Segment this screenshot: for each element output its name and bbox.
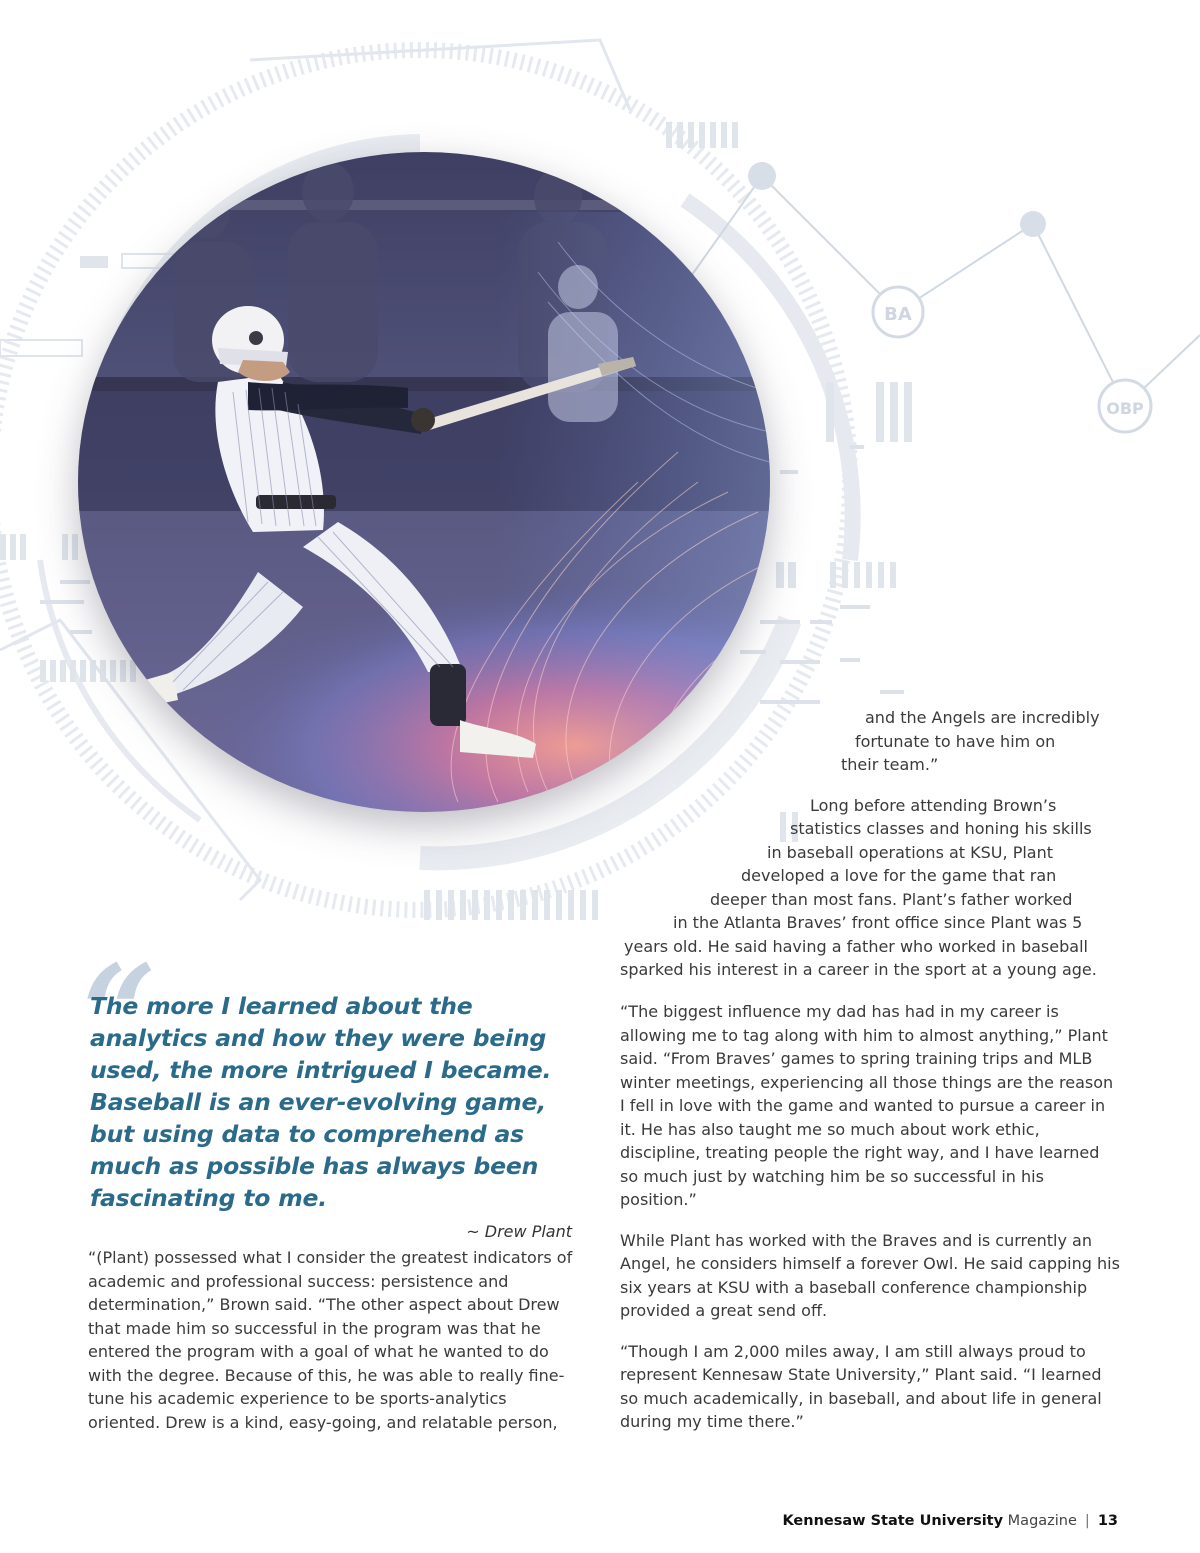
pull-quote-attribution: ~ Drew Plant	[466, 1222, 572, 1241]
wrap-line: years old. He said having a father who worked in baseball	[624, 936, 1088, 956]
wrap-line: Long before attending Brown’s	[810, 795, 1057, 815]
wrap-line: developed a love for the game that ran	[741, 866, 1057, 885]
wrap-line: fortunate to have him on	[855, 731, 1056, 751]
badge-obp: OBP	[1106, 399, 1144, 418]
badge-ba: BA	[884, 304, 912, 325]
right-paragraph: While Plant has worked with the Braves and is currently an Angel, he considers himself a forever Owl. He said capping his six years at KSU with a baseball conference championship provided a great send off.	[620, 1230, 1120, 1320]
footer-separator: |	[1084, 1513, 1090, 1529]
wrap-line: sparked his interest in a career in the sport at a young age.	[620, 960, 1097, 979]
wrap-line: deeper than most fans. Plant’s father worked	[710, 889, 1073, 909]
wrap-line	[600, 777, 1120, 794]
text-wrap-around-photo	[600, 706, 1120, 982]
wrap-line: and the Angels are incredibly	[865, 708, 1100, 727]
footer-university: Kennesaw State University	[782, 1513, 1004, 1529]
footer-magazine: Magazine	[1007, 1513, 1077, 1529]
page-number: 13	[1097, 1513, 1118, 1529]
pull-quote-text: The more I learned about the analytics and how they were being used, the more intrigued I became. Baseball is an ever-evolving game, but using data to comprehend as much as possible has always been fascinating to me.	[90, 992, 552, 1212]
wrap-line: in the Atlanta Braves’ front office since Plant was 5	[673, 913, 1083, 932]
quote-mark-icon: “	[82, 936, 157, 1089]
right-column	[620, 1000, 1120, 1451]
right-paragraph: “Though I am 2,000 miles away, I am still always proud to represent Kennesaw State University,” Plant said. “I learned so much academically, in baseball, and about life in general during my time there.”	[620, 1341, 1102, 1431]
wrap-line: their team.”	[841, 755, 939, 774]
page-footer	[782, 1513, 1118, 1529]
wrap-line: statistics classes and honing his skills	[790, 819, 1092, 838]
pull-quote	[82, 936, 580, 1241]
left-column-paragraph: “(Plant) possessed what I consider the greatest indicators of academic and professional success: persistence and determination,” Brown said. “The other aspect about Drew that made him so successful in the program was that he entered the program with a goal of what he wanted to do with the degree. Because of this, he was able to really fine-tune his academic experience to be sports-analytics oriented. Drew is a kind, easy-going, and relatable person,	[88, 1248, 573, 1432]
wrap-line: in baseball operations at KSU, Plant	[767, 842, 1053, 862]
right-paragraph: “The biggest influence my dad has had in my career is allowing me to tag along with him to almost anything,” Plant said. “From Braves’ games to spring training trips and MLB winter meetings, experiencing all those things are the reason I fell in love with the game and wanted to pursue a career in it. He has also taught me so much about work ethic, discipline, treating people the right way, and I have learned so much just by watching him be so successful in his position.”	[620, 1002, 1114, 1209]
